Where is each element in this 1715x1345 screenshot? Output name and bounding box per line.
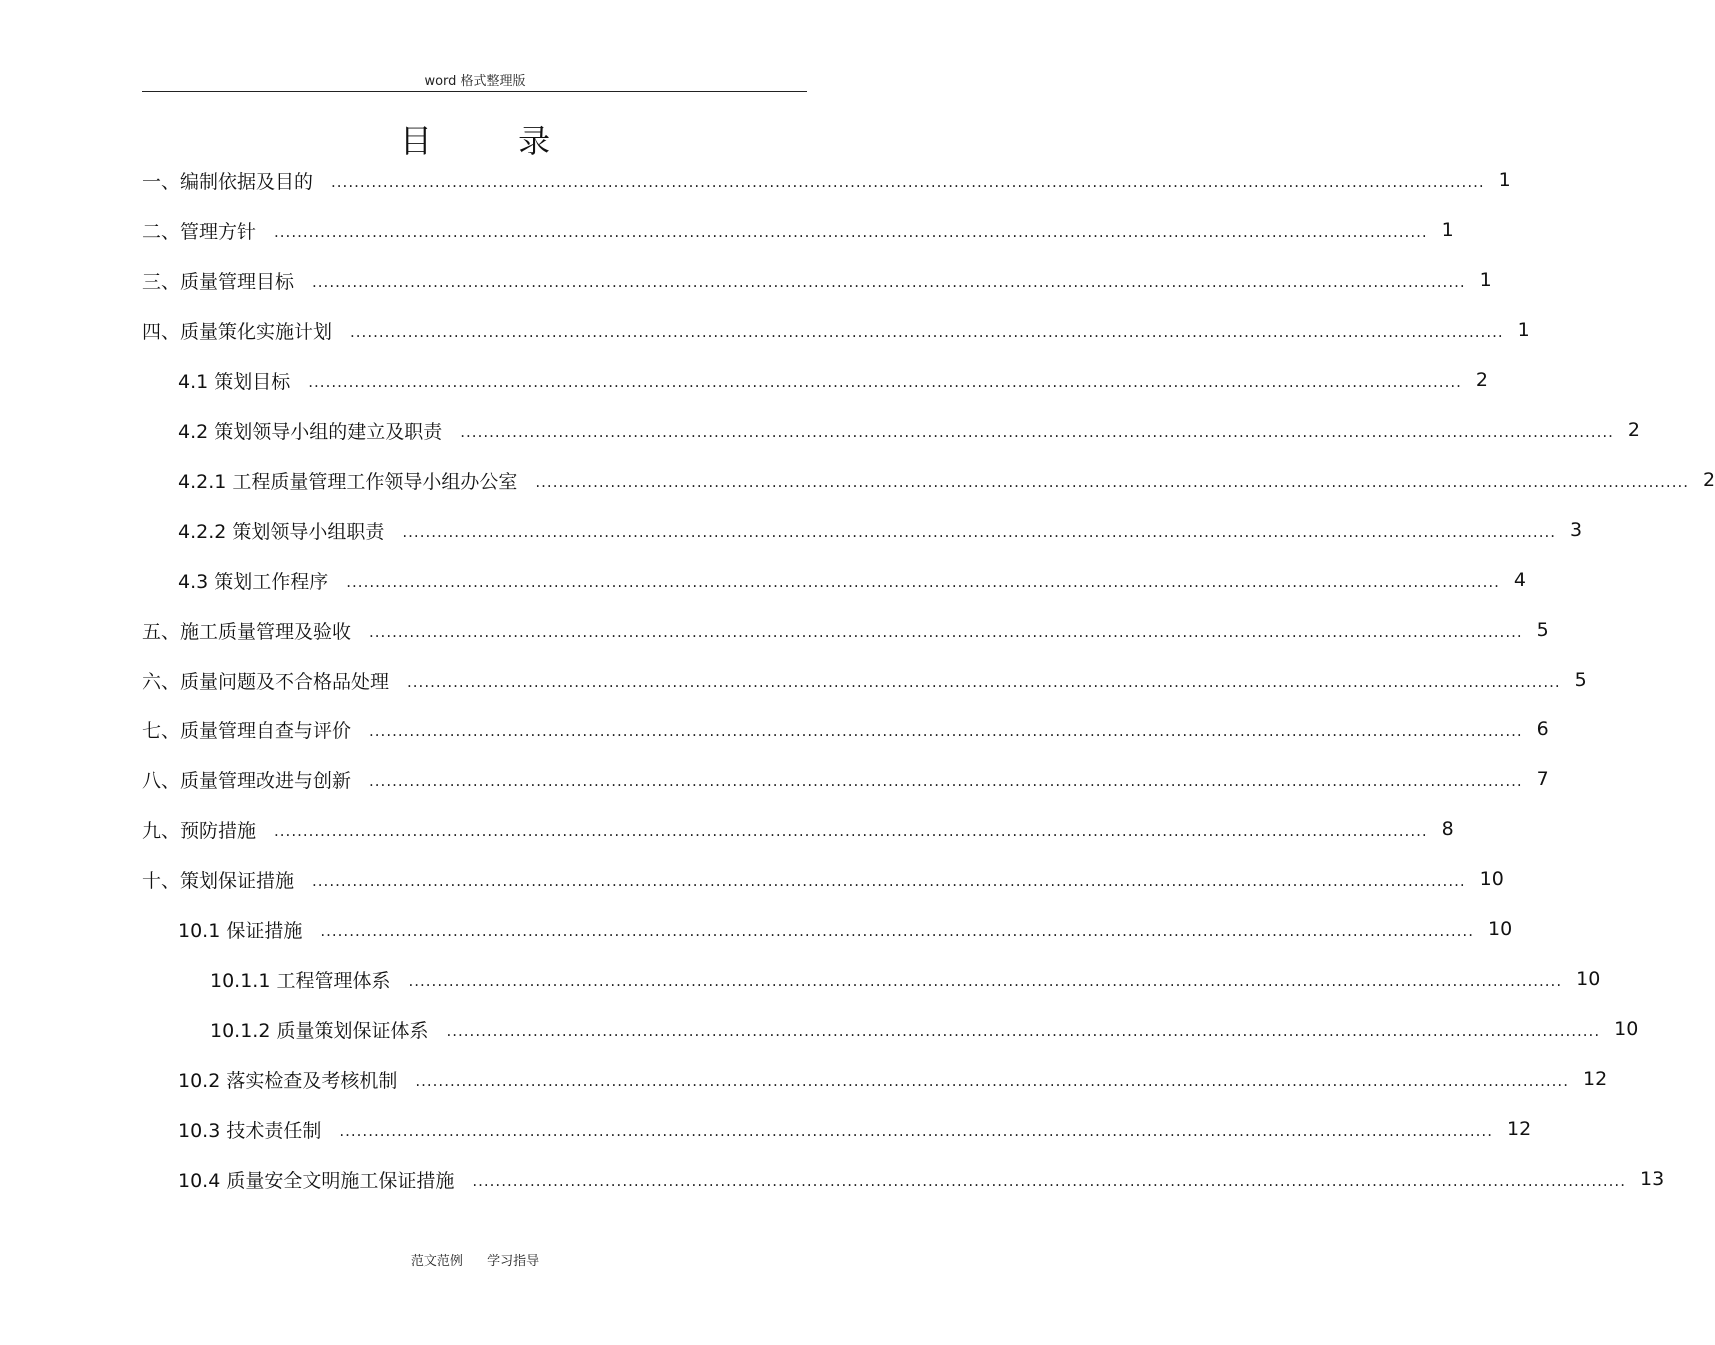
toc-entry-page: 2 xyxy=(1475,369,1488,391)
toc-entry-page: 10 xyxy=(1576,968,1601,990)
toc-dot-leader: ........................................................................................................................................................................................................ xyxy=(446,1022,1601,1040)
toc-entry-page: 12 xyxy=(1582,1068,1608,1090)
toc-entry-label: 十、策划保证措施 xyxy=(142,869,295,892)
toc-entry-page: 1 xyxy=(1441,219,1454,241)
toc-dot-leader: ........................................................................................................................................................................................................ xyxy=(274,223,1428,241)
toc-entry-page: 5 xyxy=(1574,669,1587,691)
toc-entry-label: 4.2 策划领导小组的建立及职责 xyxy=(178,420,443,443)
toc-entry-page: 2 xyxy=(1627,419,1640,441)
toc-entry-label: 4.1 策划目标 xyxy=(178,370,291,393)
toc-entry-page: 10 xyxy=(1487,918,1513,940)
toc-entry-page: 10 xyxy=(1479,868,1504,890)
toc-dot-leader: ........................................................................................................................................................................................................ xyxy=(460,423,1614,441)
toc-entry-page: 8 xyxy=(1441,818,1454,840)
toc-dot-leader: ........................................................................................................................................................................................................ xyxy=(350,323,1504,341)
toc-entry-label: 一、编制依据及目的 xyxy=(142,170,314,193)
toc-dot-leader: ........................................................................................................................................................................................................ xyxy=(407,673,1561,691)
toc-entry[interactable] xyxy=(178,466,1715,494)
toc-entry-label: 七、质量管理自查与评价 xyxy=(142,719,352,742)
toc-entry-page: 6 xyxy=(1536,718,1549,740)
toc-dot-leader: ........................................................................................................................................................................................................ xyxy=(308,373,1462,391)
toc-entry[interactable] xyxy=(178,1115,1532,1143)
toc-entry[interactable] xyxy=(142,316,1530,344)
toc-entry-page: 7 xyxy=(1536,768,1549,790)
toc-entry[interactable] xyxy=(210,965,1601,993)
toc-entry-label: 10.1 保证措施 xyxy=(178,919,303,942)
toc-entry-page: 1 xyxy=(1479,269,1492,291)
toc-entry[interactable] xyxy=(142,865,1504,893)
toc-entry[interactable] xyxy=(142,216,1454,244)
toc-entry[interactable] xyxy=(142,616,1549,644)
toc-entry-page: 12 xyxy=(1506,1118,1532,1140)
toc-dot-leader: ........................................................................................................................................................................................................ xyxy=(312,273,1466,291)
toc-entry-label: 4.3 策划工作程序 xyxy=(178,570,329,593)
toc-dot-leader: ........................................................................................................................................................................................................ xyxy=(339,1122,1493,1140)
page-header: word 格式整理版 xyxy=(424,74,526,89)
toc-entry[interactable] xyxy=(178,1065,1608,1093)
toc-dot-leader: ........................................................................................................................................................................................................ xyxy=(415,1072,1569,1090)
toc-entry-label: 五、施工质量管理及验收 xyxy=(142,620,352,643)
toc-dot-leader: ........................................................................................................................................................................................................ xyxy=(472,1172,1626,1190)
toc-entry[interactable] xyxy=(142,666,1587,694)
toc-entry[interactable] xyxy=(210,1015,1639,1043)
toc-dot-leader: ........................................................................................................................................................................................................ xyxy=(408,972,1563,990)
toc-entry-label: 4.2.1 工程质量管理工作领导小组办公室 xyxy=(178,470,518,493)
toc-dot-leader: ........................................................................................................................................................................................................ xyxy=(402,523,1557,541)
toc-entry-label: 八、质量管理改进与创新 xyxy=(142,769,352,792)
footer-right-text: 学习指导 xyxy=(487,1254,540,1269)
toc-entry-label: 九、预防措施 xyxy=(142,819,257,842)
toc-entry-label: 10.4 质量安全文明施工保证措施 xyxy=(178,1169,455,1192)
toc-entry-label: 六、质量问题及不合格品处理 xyxy=(142,670,390,693)
toc-entry[interactable] xyxy=(178,516,1583,544)
toc-entry-label: 二、管理方针 xyxy=(142,220,257,243)
toc-entry[interactable] xyxy=(178,566,1526,594)
toc-entry-page: 5 xyxy=(1536,619,1549,641)
toc-entry[interactable] xyxy=(142,765,1549,793)
toc-dot-leader: ........................................................................................................................................................................................................ xyxy=(369,623,1523,641)
page-footer xyxy=(0,1250,950,1269)
footer-left-text: 范文范例 xyxy=(410,1254,463,1269)
toc-entry-label: 10.1.1 工程管理体系 xyxy=(210,969,391,992)
toc-entry-label: 10.1.2 质量策划保证体系 xyxy=(210,1019,429,1042)
toc-entry[interactable] xyxy=(142,815,1454,843)
toc-entry-page: 2 xyxy=(1703,469,1715,491)
toc-dot-leader: ........................................................................................................................................................................................................ xyxy=(346,573,1500,591)
toc-entry-label: 10.3 技术责任制 xyxy=(178,1119,322,1142)
toc-dot-leader: ........................................................................................................................................................................................................ xyxy=(274,822,1428,840)
toc-entry[interactable] xyxy=(178,915,1513,943)
toc-entry-label: 4.2.2 策划领导小组职责 xyxy=(178,520,385,543)
toc-entry-page: 1 xyxy=(1517,319,1530,341)
toc-dot-leader: ........................................................................................................................................................................................................ xyxy=(331,173,1485,191)
toc-entry-page: 10 xyxy=(1614,1018,1639,1040)
toc-dot-leader: ........................................................................................................................................................................................................ xyxy=(320,922,1474,940)
toc-entry[interactable] xyxy=(142,266,1492,294)
toc-entry-label: 四、质量策化实施计划 xyxy=(142,320,333,343)
toc-entry[interactable] xyxy=(142,715,1549,743)
toc-entry[interactable] xyxy=(142,166,1511,194)
toc-entry-label: 10.2 落实检查及考核机制 xyxy=(178,1069,398,1092)
toc-entry[interactable] xyxy=(178,416,1640,444)
toc-entry[interactable] xyxy=(178,1165,1665,1193)
toc-entry-page: 3 xyxy=(1570,519,1583,541)
toc-entry-page: 1 xyxy=(1498,169,1511,191)
header-divider xyxy=(142,91,807,92)
toc-entry[interactable] xyxy=(178,366,1488,394)
toc-entry-label: 三、质量管理目标 xyxy=(142,270,295,293)
toc-entry-page: 4 xyxy=(1513,569,1526,591)
toc-title: 目 录 xyxy=(399,122,589,160)
toc-entry-page: 13 xyxy=(1639,1168,1665,1190)
toc-dot-leader: ........................................................................................................................................................................................................ xyxy=(312,872,1466,890)
toc-dot-leader: ........................................................................................................................................................................................................ xyxy=(369,772,1523,790)
toc-dot-leader: ........................................................................................................................................................................................................ xyxy=(369,722,1523,740)
toc-dot-leader: ........................................................................................................................................................................................................ xyxy=(535,473,1690,491)
